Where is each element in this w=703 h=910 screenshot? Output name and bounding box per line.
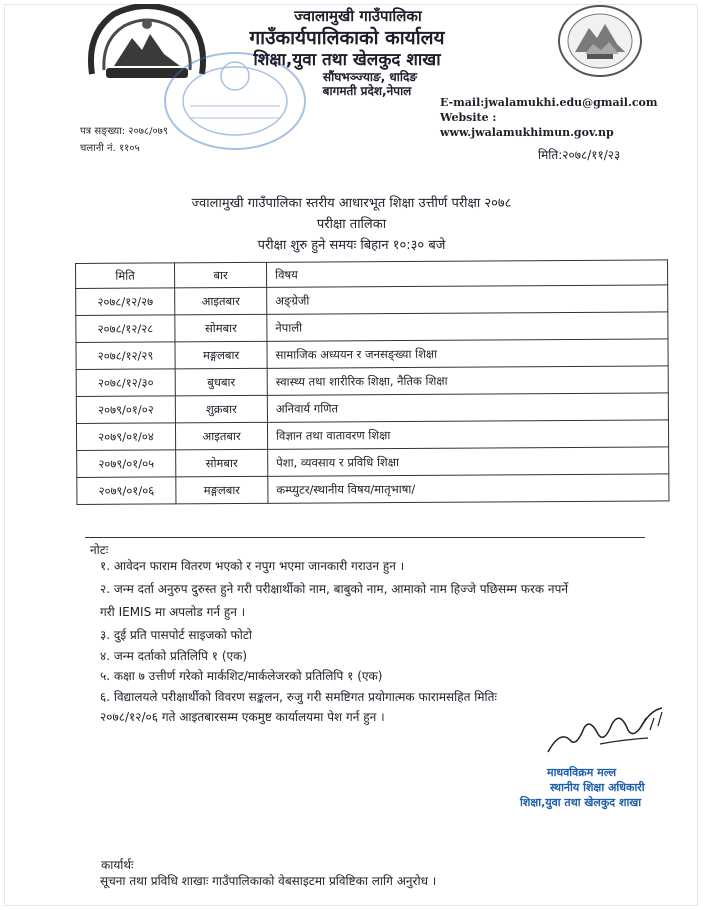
row-day: शुक्रबार (175, 395, 267, 423)
note-item: २०७८/१२/०६ गते आइतबारसम्म एकमुष्ट कार्यालयमा पेश गर्न हुन । (100, 710, 385, 724)
row-subject: नेपाली (267, 312, 668, 341)
email-text: E-mail:jwalamukhi.edu@gmail.com (440, 96, 658, 109)
header-province: बागमती प्रदेश,नेपाल (322, 84, 412, 98)
note-divider (85, 537, 645, 538)
note-item: गरी IEMIS मा अपलोड गर्न हुन । (100, 605, 246, 619)
signatory-post: स्थानीय शिक्षा अधिकारी (550, 781, 645, 794)
exam-title: ज्वालामुखी गाउँपालिका स्तरीय आधारभूत शिक्षा उत्तीर्ण परीक्षा २०७८ (191, 196, 512, 211)
exam-time: परीक्षा शुरु हुने समयः बिहान १०:३० बजे (257, 238, 446, 253)
letter-date: मिति:२०७८/११/२३ (538, 148, 621, 162)
table-row (76, 312, 668, 343)
header-municipality: ज्वालामुखी गाउँपालिका (294, 7, 422, 25)
table-row (77, 447, 669, 478)
note-item: ४. जन्म दर्ताको प्रतिलिपि १ (एक) (100, 649, 248, 663)
row-date: २०७९/०१/०५ (77, 450, 176, 478)
karyartha-text: सूचना तथा प्रविधि शाखाः गाउँपालिकाको वेबसाइटमा प्रविष्टिका लागि अनुरोध । (100, 874, 437, 888)
website-text: Website : www.jwalamukhimun.gov.np (440, 111, 614, 139)
note-item: १. आवेदन फाराम वितरण भएको र नपुग भएमा जानकारी गराउन हुन । (100, 559, 405, 573)
row-date: २०७९/०१/०४ (76, 423, 175, 451)
exam-schedule-table (75, 259, 669, 505)
table-row (77, 474, 669, 505)
note-item: ५. कक्षा ७ उत्तीर्ण गरेको मार्कशिट/मार्कलेजरको प्रतिलिपि १ (एक) (100, 669, 383, 683)
municipality-logo (557, 4, 643, 78)
header-branch: शिक्षा,युवा तथा खेलकुद शाखा (253, 50, 441, 70)
col-header-subject: विषय (266, 260, 667, 287)
header-office: गाउँकार्यपालिकाको कार्यालय (249, 27, 445, 49)
patra-sankhya: पत्र सङ्ख्या: २०७८/०७९ (80, 126, 169, 137)
table-row (76, 285, 668, 316)
table-row (76, 366, 668, 397)
header-address: सौंघभञ्ज्याङ, धादिङ (322, 70, 418, 84)
row-day: मङ्गलबार (176, 476, 268, 504)
row-day: आइतबार (175, 422, 267, 450)
table-header-row (76, 260, 668, 289)
row-day: सोमबार (175, 314, 267, 342)
row-subject: कम्प्युटर/स्थानीय विषय/मातृभाषा/ (268, 474, 669, 503)
col-header-date: मिति (76, 263, 175, 289)
note-item: ६. विद्यालयले परीक्षार्थीको विवरण सङ्कलन, रुजु गरी समष्टिगत प्रयोगात्मक फारामसहित मितिः (100, 690, 497, 704)
row-day: आइतबार (175, 287, 267, 315)
table-row (76, 339, 668, 370)
note-item: ३. दुई प्रति पासपोर्ट साइजको फोटो (100, 628, 253, 642)
row-date: २०७९/०१/०२ (76, 396, 175, 424)
row-date: २०७८/१२/२९ (76, 342, 175, 370)
table-row (76, 420, 668, 451)
exam-subtitle: परीक्षा तालिका (316, 217, 387, 232)
row-subject: विज्ञान तथा वातावरण शिक्षा (267, 420, 668, 449)
handwritten-signature (540, 700, 680, 760)
row-date: २०७९/०१/०६ (77, 477, 176, 505)
karyartha-title: कार्यार्थः (101, 858, 134, 872)
row-date: २०७८/१२/३० (76, 369, 175, 397)
row-subject: स्वास्थ्य तथा शारीरिक शिक्षा, नैतिक शिक्षा (267, 366, 668, 395)
row-subject: अङ्ग्रेजी (267, 285, 668, 314)
signatory-name: माधवविक्रम मल्ल (547, 766, 617, 779)
table-row (76, 393, 668, 424)
row-subject: सामाजिक अध्ययन र जनसङ्ख्या शिक्षा (267, 339, 668, 368)
chalani-number: चलानी नं. ११०५ (80, 143, 140, 154)
contact-block (440, 95, 660, 140)
col-header-day: बार (175, 262, 267, 288)
row-day: मङ्गलबार (175, 341, 267, 369)
row-date: २०७८/१२/२८ (76, 315, 175, 343)
row-date: २०७८/१२/२७ (76, 288, 175, 316)
row-day: बुधबार (175, 368, 267, 396)
notes-title: नोटः (90, 543, 109, 557)
note-item: २. जन्म दर्ता अनुरुप दुरुस्त हुने गरी परीक्षार्थीको नाम, बाबुको नाम, आमाको नाम हिज्जे पछिसम्म फरक नपर्ने (100, 582, 569, 596)
row-subject: पेशा, व्यवसाय र प्रविधि शिक्षा (268, 447, 669, 476)
signatory-branch: शिक्षा,युवा तथा खेलकुद शाखा (520, 796, 642, 809)
row-day: सोमबार (176, 449, 268, 477)
row-subject: अनिवार्य गणित (267, 393, 668, 422)
